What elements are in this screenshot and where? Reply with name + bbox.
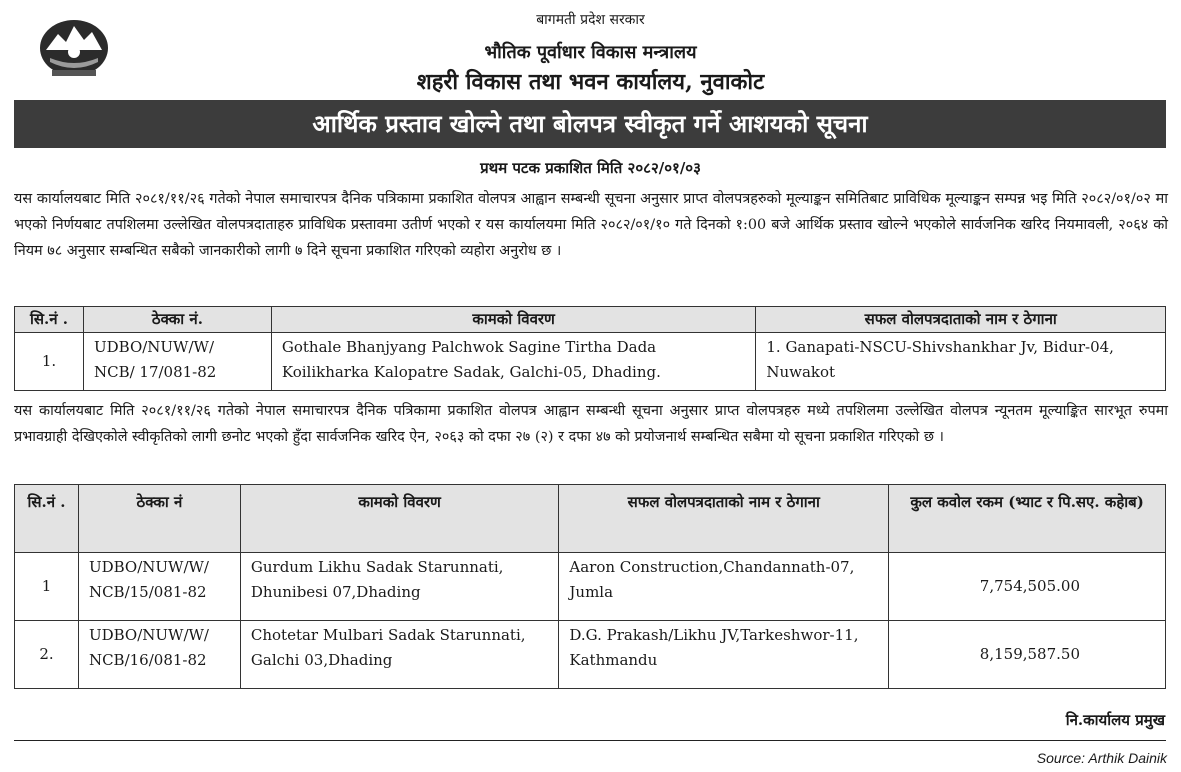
bidder-line: Kathmandu: [569, 651, 658, 669]
column-header-contract-no: ठेक्का नं: [78, 485, 240, 553]
column-header-work-description: कामको विवरण: [271, 307, 755, 333]
cell-contract-no: [78, 553, 240, 621]
cell-contract-no: [78, 621, 240, 689]
cell-contract-no: [83, 333, 271, 391]
work-line: Koilikharka Kalopatre Sadak, Galchi-05, Dhading.: [281, 363, 661, 381]
bid-acceptance-table: [14, 484, 1166, 689]
work-line: Galchi 03,Dhading: [250, 651, 393, 669]
cell-sn: 1: [15, 553, 79, 621]
notice-title: आर्थिक प्रस्ताव खोल्ने तथा बोलपत्र स्वीकृत गर्ने आशयको सूचना: [14, 100, 1166, 148]
bidder-line: D.G. Prakash/Likhu JV,Tarkeshwor-11,: [569, 626, 859, 644]
cell-bidder: [559, 621, 889, 689]
cell-amount: 8,159,587.50: [889, 621, 1166, 689]
divider: [14, 740, 1166, 741]
notice-paragraph-2: यस कार्यालयबाट मिति २०८१/११/२६ गतेको नेपाल समाचारपत्र दैनिक पत्रिकामा प्रकाशित वोलपत्र आह्वान सम्बन्धी सूचना अनुसार प्राप्त वोलपत्रहरु मध्ये तपशिलमा उल्लेखित वोलपत्र न्यूनतम मूल्याङ्कित सारभूत रुपमा प्रभावग्राही देखिएकोले स्वीकृतिको लागी छनोट भएको हुँदा सार्वजनिक खरिद ऐन, २०६३ को दफा २७ (२) र दफा ४७ को प्रयोजनार्थ सम्बन्धित सबैमा यो सूचना प्रकाशित गरिएको छ ।: [14, 403, 1168, 445]
table-row: [15, 333, 1166, 391]
cell-amount: 7,754,505.00: [889, 553, 1166, 621]
contract-line: NCB/15/081-82: [88, 583, 207, 601]
work-line: Chotetar Mulbari Sadak Starunnati,: [250, 626, 526, 644]
column-header-work-description: कामको विवरण: [240, 485, 559, 553]
column-header-contract-no: ठेक्का नं.: [83, 307, 271, 333]
table-header-row: [15, 485, 1166, 553]
cell-work-description: [240, 553, 559, 621]
government-name: बागमती प्रदेश सरकार: [536, 12, 645, 28]
table-row: [15, 553, 1166, 621]
cell-sn: 2.: [15, 621, 79, 689]
source-credit: Source: Arthik Dainik: [1036, 750, 1167, 766]
office-name: शहरी विकास तथा भवन कार्यालय, नुवाकोट: [416, 69, 765, 95]
column-header-sn: सि.नं .: [15, 307, 84, 333]
published-date: प्रथम पटक प्रकाशित मिति २०८२/०१/०३: [480, 159, 701, 177]
work-line: Gurdum Likhu Sadak Starunnati,: [250, 558, 504, 576]
column-header-bidder: सफल वोलपत्रदाताको नाम र ठेगाना: [559, 485, 889, 553]
cell-work-description: [240, 621, 559, 689]
bidder-line: Nuwakot: [766, 363, 836, 381]
table-header-row: [15, 307, 1166, 333]
bidder-line: 1. Ganapati-NSCU-Shivshankhar Jv, Bidur-04,: [766, 338, 1114, 356]
bidder-line: Jumla: [569, 583, 614, 601]
cell-bidder: [559, 553, 889, 621]
cell-work-description: [271, 333, 755, 391]
column-header-bidder: सफल वोलपत्रदाताको नाम र ठेगाना: [756, 307, 1166, 333]
contract-line: UDBO/NUW/W/: [88, 626, 209, 644]
bidder-line: Aaron Construction,Chandannath-07,: [569, 558, 855, 576]
table-row: [15, 621, 1166, 689]
notice-paragraph-1: यस कार्यालयबाट मिति २०८१/११/२६ गतेको नेपाल समाचारपत्र दैनिक पत्रिकामा प्रकाशित वोलपत्र आह्वान सम्बन्धी सूचना अनुसार प्राप्त वोलपत्रहरुको मूल्याङ्कन समितिबाट प्राविधिक मूल्याङ्कन सम्पन्न भइ मिति २०८२/०१/०२ मा भएको निर्णयबाट तपशिलमा उल्लेखित वोलपत्रदाताहरु प्राविधिक प्रस्तावमा उतीर्ण भएको र यस कार्यालयमा मिति २०८२/०१/१० गते दिनको १:00 बजे आर्थिक प्रस्ताव खोल्ने भएकोले सार्वजनिक खरिद नियमावली, २०६४ को नियम ७८ अनुसार सम्बन्धित सबैको जानकारीको लागी ७ दिने सूचना प्रकाशित गरिएको व्यहोरा अनुरोध छ ।: [14, 191, 1168, 259]
column-header-total-amount: कुल कवोल रकम (भ्याट र पि.सए. कहेाब): [889, 485, 1166, 553]
cell-bidder: [756, 333, 1166, 391]
ministry-name: भौतिक पूर्वाधार विकास मन्त्रालय: [484, 42, 697, 63]
work-line: Gothale Bhanjyang Palchwok Sagine Tirtha Dada: [281, 338, 657, 356]
contract-line: UDBO/NUW/W/: [93, 338, 214, 356]
contract-line: NCB/ 17/081-82: [93, 363, 217, 381]
contract-line: UDBO/NUW/W/: [88, 558, 209, 576]
column-header-sn: सि.नं .: [15, 485, 79, 553]
technical-evaluation-table: [14, 306, 1166, 391]
work-line: Dhunibesi 07,Dhading: [250, 583, 421, 601]
contract-line: NCB/16/081-82: [88, 651, 207, 669]
signature-designation: नि.कार्यालय प्रमुख: [1065, 711, 1165, 729]
cell-sn: 1.: [15, 333, 84, 391]
